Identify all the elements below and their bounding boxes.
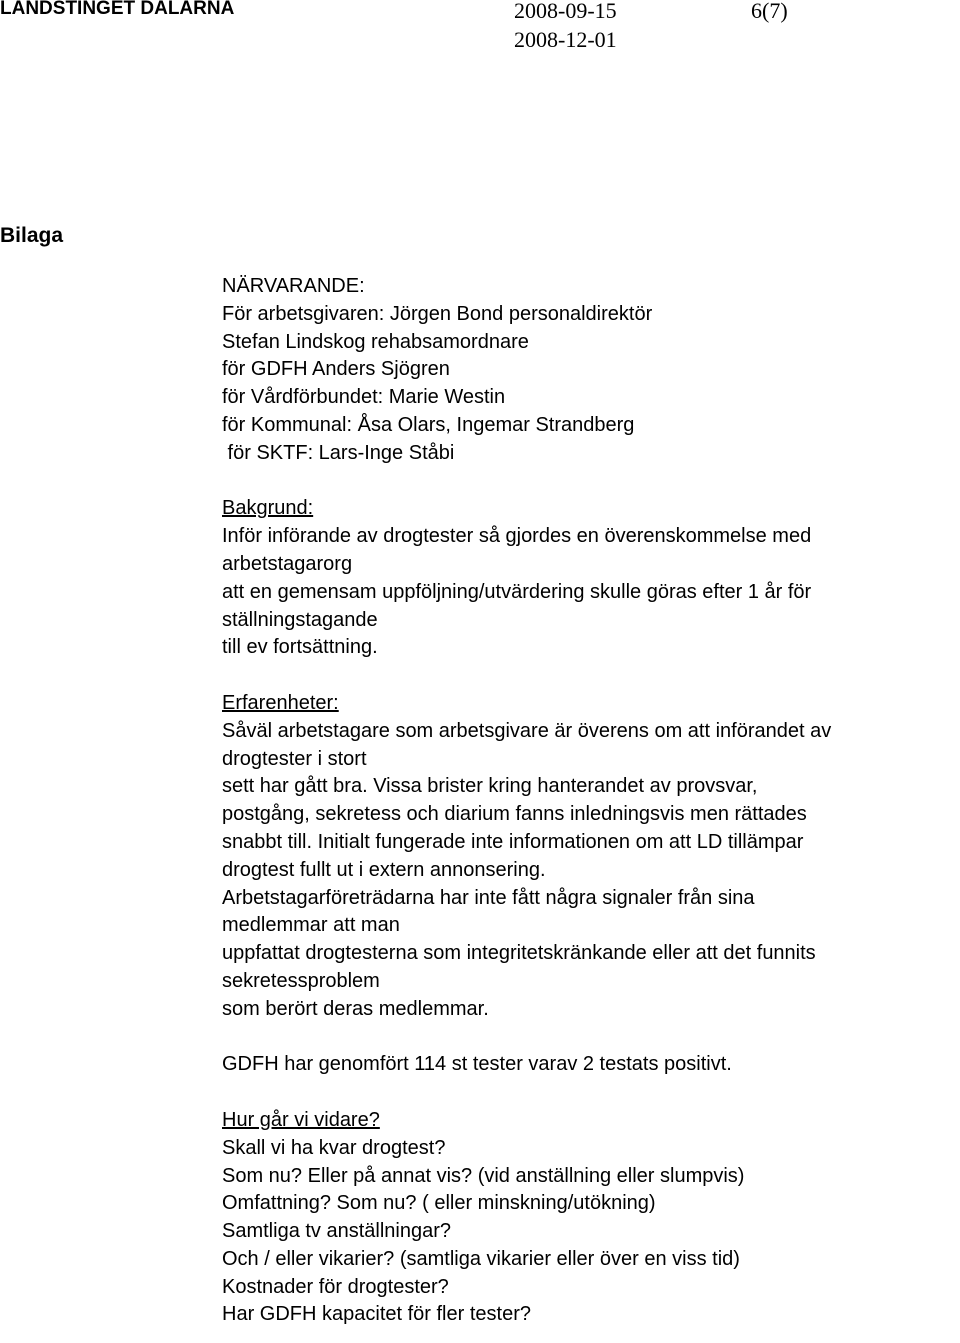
hur-gar-vi-vidare-section	[222, 1107, 957, 1329]
page-number: 6(7)	[751, 0, 788, 23]
attendee-line: för GDFH Anders Sjögren	[222, 358, 450, 381]
header-date-2: 2008-12-01	[514, 27, 617, 52]
bilaga-heading: Bilaga	[0, 224, 64, 247]
bakgrund-heading: Bakgrund:	[222, 497, 314, 520]
paragraph-line: Såväl arbetstagare som arbetsgivare är överens om att införandet av	[222, 719, 832, 742]
paragraph-line: drogtester i stort	[222, 747, 367, 770]
paragraph-line: drogtest fullt ut i extern annonsering.	[222, 858, 546, 881]
paragraph-line: som berört deras medlemmar.	[222, 997, 489, 1020]
paragraph-line: till ev fortsättning.	[222, 636, 378, 659]
question-line: Omfattning? Som nu? ( eller minskning/utökning)	[222, 1192, 656, 1215]
question-line: Kostnader för drogtester?	[222, 1275, 449, 1298]
document-body	[222, 273, 957, 1329]
question-line: Skall vi ha kvar drogtest?	[222, 1136, 446, 1159]
paragraph-line: sekretessproblem	[222, 969, 380, 992]
paragraph-line: uppfattat drogtesterna som integritetskränkande eller att det funnits	[222, 942, 816, 965]
attendee-line: för SKTF: Lars-Inge Ståbi	[222, 441, 455, 464]
attendee-line: För arbetsgivaren: Jörgen Bond personaldirektör	[222, 302, 653, 325]
question-line: Har GDFH kapacitet för fler tester?	[222, 1303, 531, 1326]
paragraph-line: att en gemensam uppföljning/utvärdering skulle göras efter 1 år för	[222, 580, 812, 603]
attendee-line: för Kommunal: Åsa Olars, Ingemar Strandberg	[222, 413, 635, 436]
narvarande-heading: NÄRVARANDE:	[222, 275, 365, 297]
question-line: Som nu? Eller på annat vis? (vid anställning eller slumpvis)	[222, 1164, 745, 1187]
paragraph-line: sett har gått bra. Vissa brister kring hanterandet av provsvar,	[222, 775, 758, 798]
erfarenheter-heading: Erfarenheter:	[222, 691, 339, 714]
gdfh-test-statement: GDFH har genomfört 114 st tester varav 2 testats positivt.	[222, 1053, 732, 1076]
paragraph-line: Arbetstagarföreträdarna har inte fått några signaler från sina	[222, 886, 755, 909]
bakgrund-section	[222, 495, 957, 662]
question-line: Samtliga tv anställningar?	[222, 1220, 452, 1243]
paragraph-line: ställningstagande	[222, 608, 378, 631]
paragraph-line: snabbt till. Initialt fungerade inte informationen om att LD tillämpar	[222, 830, 804, 853]
erfarenheter-section	[222, 690, 957, 1024]
hur-gar-vi-vidare-heading: Hur går vi vidare?	[222, 1108, 380, 1131]
paragraph-line: Inför införande av drogtester så gjordes en överenskommelse med	[222, 525, 812, 548]
header-date-1: 2008-09-15	[514, 0, 617, 23]
organization-name: LANDSTINGET DALARNA	[0, 0, 235, 19]
narvarande-section	[222, 273, 957, 468]
attendee-line: för Vårdförbundet: Marie Westin	[222, 386, 506, 409]
attendee-line: Stefan Lindskog rehabsamordnare	[222, 330, 529, 353]
paragraph-line: arbetstagarorg	[222, 552, 353, 575]
question-line: Och / eller vikarier? (samtliga vikarier eller över en viss tid)	[222, 1247, 740, 1270]
paragraph-line: postgång, sekretess och diarium fanns inledningsvis men rättades	[222, 803, 807, 826]
paragraph-line: medlemmar att man	[222, 914, 400, 937]
